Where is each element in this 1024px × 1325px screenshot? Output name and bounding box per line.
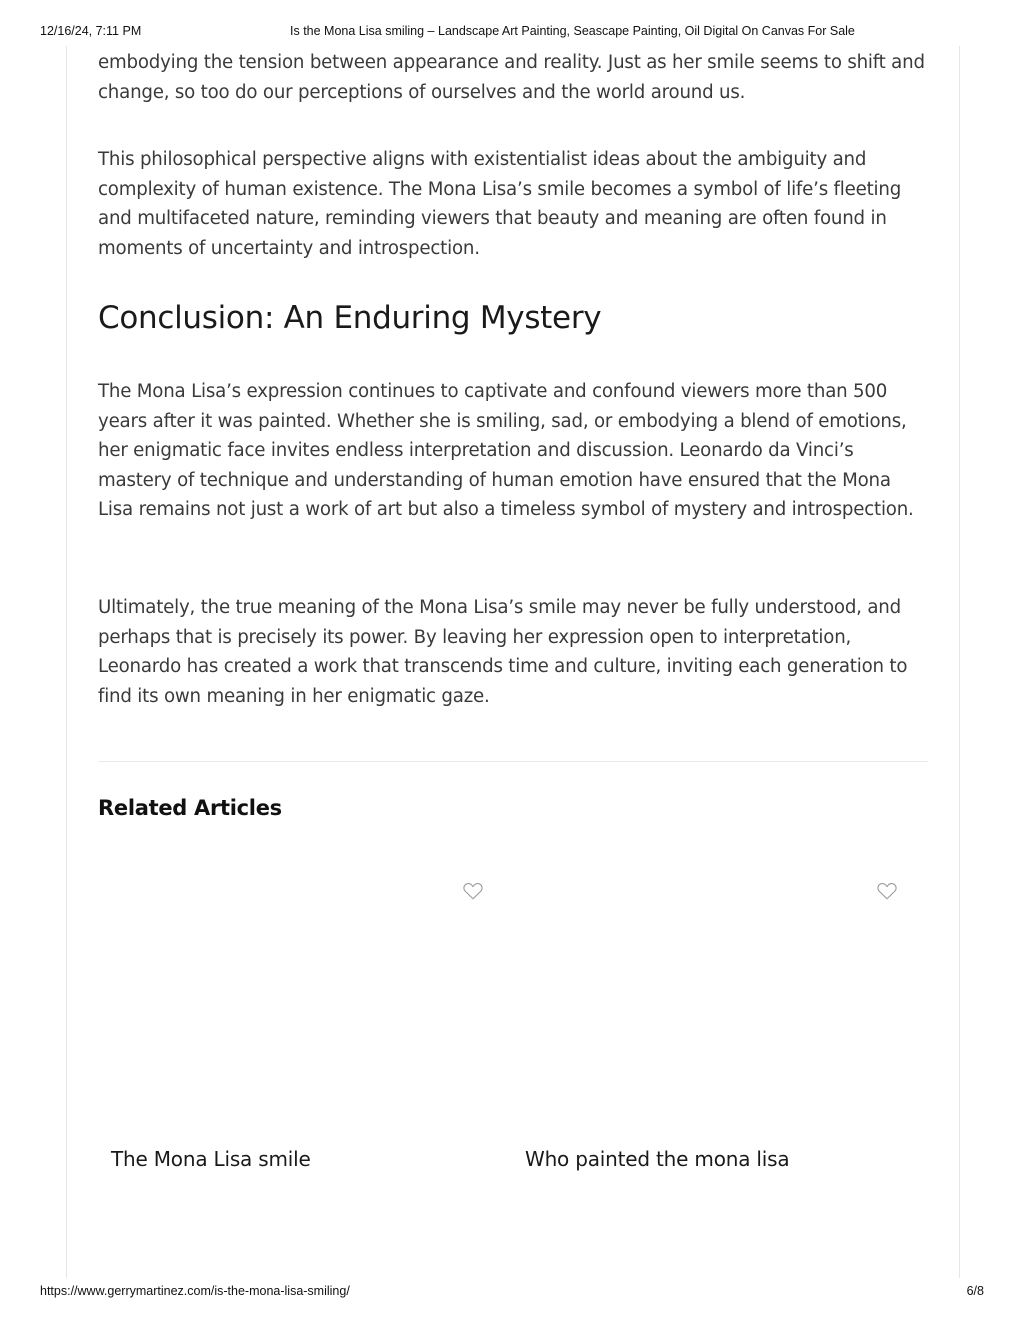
related-article-card[interactable] — [512, 862, 912, 1262]
conclusion-heading: Conclusion: An Enduring Mystery — [98, 300, 602, 336]
article-paragraph: Ultimately, the true meaning of the Mona Lisa’s smile may never be fully understood, and perhaps that is precisely its power. By leaving her expression open to interpretation, Leonardo has created a work that transcends time and culture, inviting each generation to find its own meaning in her enigmatic gaze. — [98, 597, 908, 707]
print-datetime: 12/16/24, 7:11 PM — [40, 24, 142, 38]
print-url: https://www.gerrymartinez.com/is-the-mona-lisa-smiling/ — [40, 1284, 350, 1298]
article-paragraph: This philosophical perspective aligns with existentialist ideas about the ambiguity and complexity of human existence. The Mona Lisa’s smile becomes a symbol of life’s fleeting and multifaceted nature, reminding viewers that beauty and meaning are often found in moments of uncertainty and introspection. — [98, 149, 902, 259]
heart-outline-icon[interactable] — [462, 880, 486, 904]
print-footer — [0, 1284, 1024, 1302]
related-article-image[interactable] — [512, 862, 912, 1122]
related-article-image[interactable] — [98, 862, 498, 1122]
print-page-number: 6/8 — [966, 1284, 984, 1298]
article-paragraph: embodying the tension between appearance and reality. Just as her smile seems to shift and change, so too do our perceptions of ourselves and the world around us. — [98, 52, 925, 103]
related-articles-heading: Related Articles — [98, 796, 282, 820]
related-article-title[interactable]: Who painted the mona lisa — [525, 1147, 790, 1171]
article-paragraph: The Mona Lisa’s expression continues to captivate and confound viewers more than 500 years after it was painted. Whether she is smiling, sad, or embodying a blend of emotions, her enigmatic face invites endless interpretation and discussion. Leonardo da Vinci’s mastery of technique and understanding of human emotion have ensured that the Mona Lisa remains not just a work of art but also a timeless symbol of mystery and introspection. — [98, 381, 914, 521]
print-header — [0, 24, 1024, 42]
section-divider — [98, 761, 928, 762]
related-article-title[interactable]: The Mona Lisa smile — [111, 1147, 311, 1171]
print-page-title: Is the Mona Lisa smiling – Landscape Art Painting, Seascape Painting, Oil Digital On Canvas For Sale — [290, 24, 855, 38]
related-article-card[interactable] — [98, 862, 498, 1262]
heart-outline-icon[interactable] — [876, 880, 900, 904]
